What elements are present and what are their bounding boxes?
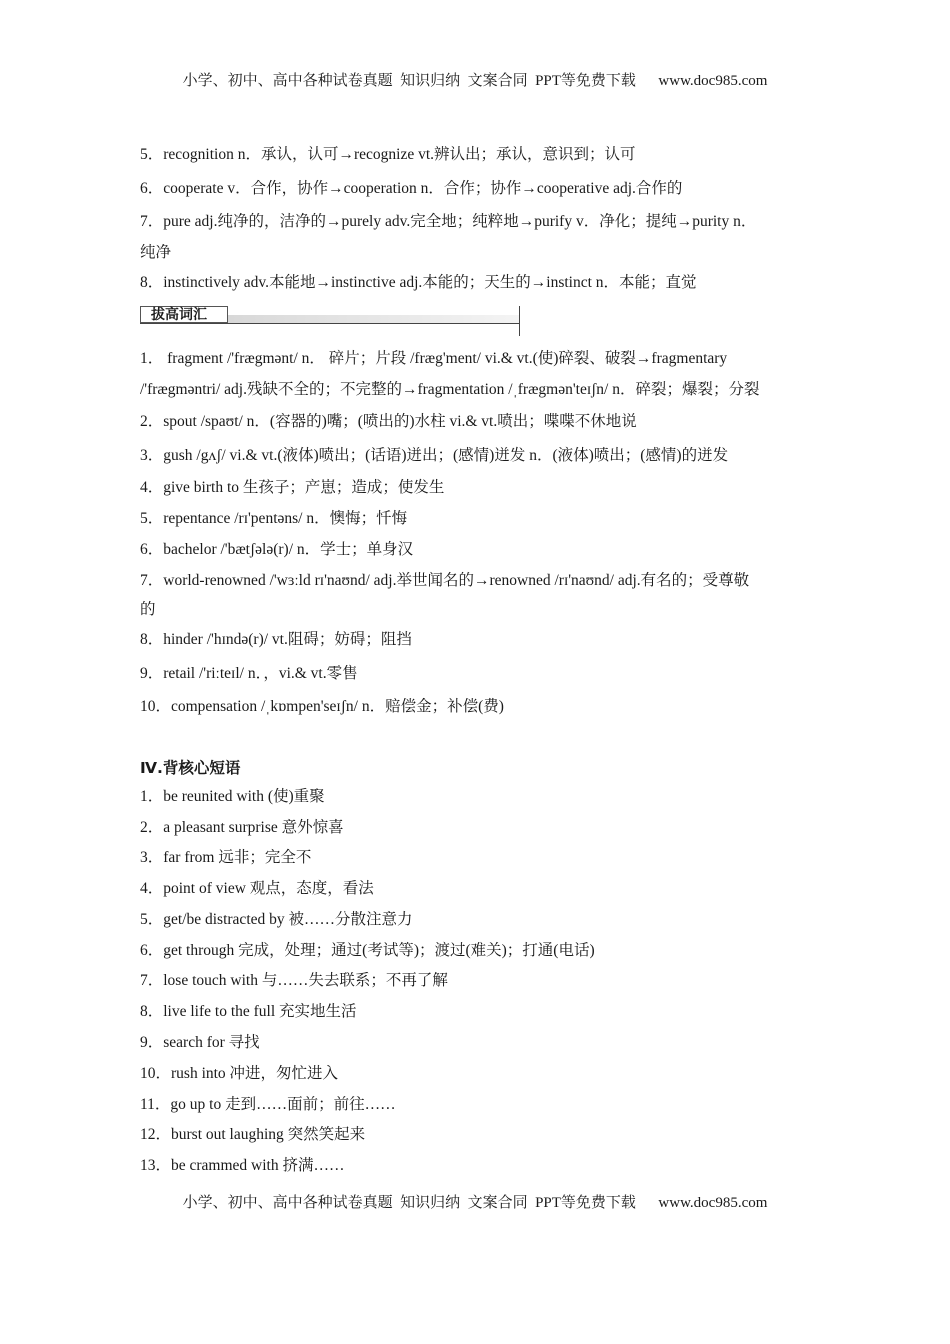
advanced-item: 10．compensation /ˌkɒmpen'seɪʃn/ n．赔偿金；补偿(费) bbox=[140, 698, 504, 715]
derivative-item: 7．pure adj.纯净的，洁净的→purely adv.完全地；纯粹地→purify v．净化；提纯→purity n． bbox=[140, 213, 757, 230]
phrase-item: 13．be crammed with 挤满…… bbox=[140, 1157, 345, 1174]
banner-right-rule bbox=[519, 306, 520, 336]
phrase-item: 12．burst out laughing 突然笑起来 bbox=[140, 1126, 366, 1143]
phrase-item: 11．go up to 走到……面前；前往…… bbox=[140, 1096, 396, 1113]
derivative-item: 6．cooperate v．合作，协作→cooperation n．合作；协作→cooperative adj.合作的 bbox=[140, 180, 683, 197]
advanced-item: 6．bachelor /'bætʃələ(r)/ n．学士；单身汉 bbox=[140, 541, 414, 558]
section-title-phrases: Ⅳ.背核心短语 bbox=[140, 759, 241, 777]
section-title-advanced: 拔高词汇 bbox=[140, 306, 228, 323]
phrase-item: 9．search for 寻找 bbox=[140, 1034, 260, 1051]
advanced-item: 9．retail /'riːteɪl/ n．，vi.& vt.零售 bbox=[140, 665, 358, 682]
phrase-item: 1．be reunited with (使)重聚 bbox=[140, 788, 325, 805]
advanced-item-continuation: 的 bbox=[140, 601, 156, 618]
page-footer: 小学、初中、高中各种试卷真题 知识归纳 文案合同 PPT等免费下载 www.doc985.com bbox=[182, 1195, 768, 1211]
phrase-item: 10．rush into 冲进，匆忙进入 bbox=[140, 1065, 339, 1082]
derivative-item: 8．instinctively adv.本能地→instinctive adj.本能的；天生的→instinct n．本能；直觉 bbox=[140, 274, 697, 291]
derivative-item: 5．recognition n．承认，认可→recognize vt.辨认出；承认，意识到；认可 bbox=[140, 146, 636, 163]
advanced-item: 5．repentance /rɪ'pentəns/ n．懊悔；忏悔 bbox=[140, 510, 408, 527]
advanced-item: 2．spout /spaʊt/ n．(容器的)嘴；(喷出的)水柱 vi.& vt.喷出；喋喋不休地说 bbox=[140, 413, 637, 430]
derivative-item-continuation: 纯净 bbox=[140, 244, 172, 261]
phrase-item: 3．far from 远非；完全不 bbox=[140, 849, 312, 866]
advanced-item: 1． fragment /'frægmənt/ n． 碎片；片段 /fræg'ment/ vi.& vt.(使)碎裂、破裂→fragmentary bbox=[140, 350, 728, 367]
phrase-item: 2．a pleasant surprise 意外惊喜 bbox=[140, 819, 344, 836]
phrase-item: 7．lose touch with 与……失去联系；不再了解 bbox=[140, 972, 448, 989]
phrase-item: 8．live life to the full 充实地生活 bbox=[140, 1003, 357, 1020]
banner-shade bbox=[228, 315, 520, 323]
section-banner bbox=[140, 306, 520, 336]
advanced-item: 3．gush /gʌʃ/ vi.& vt.(液体)喷出；(话语)迸出；(感情)迸发 n．(液体)喷出；(感情)的迸发 bbox=[140, 447, 729, 464]
advanced-item-continuation: /'frægməntri/ adj.残缺不全的；不完整的→fragmentation /ˌfrægmən'teɪʃn/ n．碎裂；爆裂；分裂 bbox=[140, 381, 760, 398]
advanced-item: 4．give birth to 生孩子；产崽；造成；使发生 bbox=[140, 479, 445, 496]
advanced-item: 7．world-renowned /'wɜːld rɪ'naʊnd/ adj.举世闻名的→renowned /rɪ'naʊnd/ adj.有名的；受尊敬 bbox=[140, 572, 750, 589]
phrase-item: 6．get through 完成，处理；通过(考试等)；渡过(难关)；打通(电话) bbox=[140, 942, 595, 959]
phrase-item: 5．get/be distracted by 被……分散注意力 bbox=[140, 911, 413, 928]
phrase-item: 4．point of view 观点，态度，看法 bbox=[140, 880, 374, 897]
page-header: 小学、初中、高中各种试卷真题 知识归纳 文案合同 PPT等免费下载 www.doc985.com bbox=[182, 73, 768, 89]
advanced-item: 8．hinder /'hɪndə(r)/ vt.阻碍；妨碍；阻挡 bbox=[140, 631, 412, 648]
